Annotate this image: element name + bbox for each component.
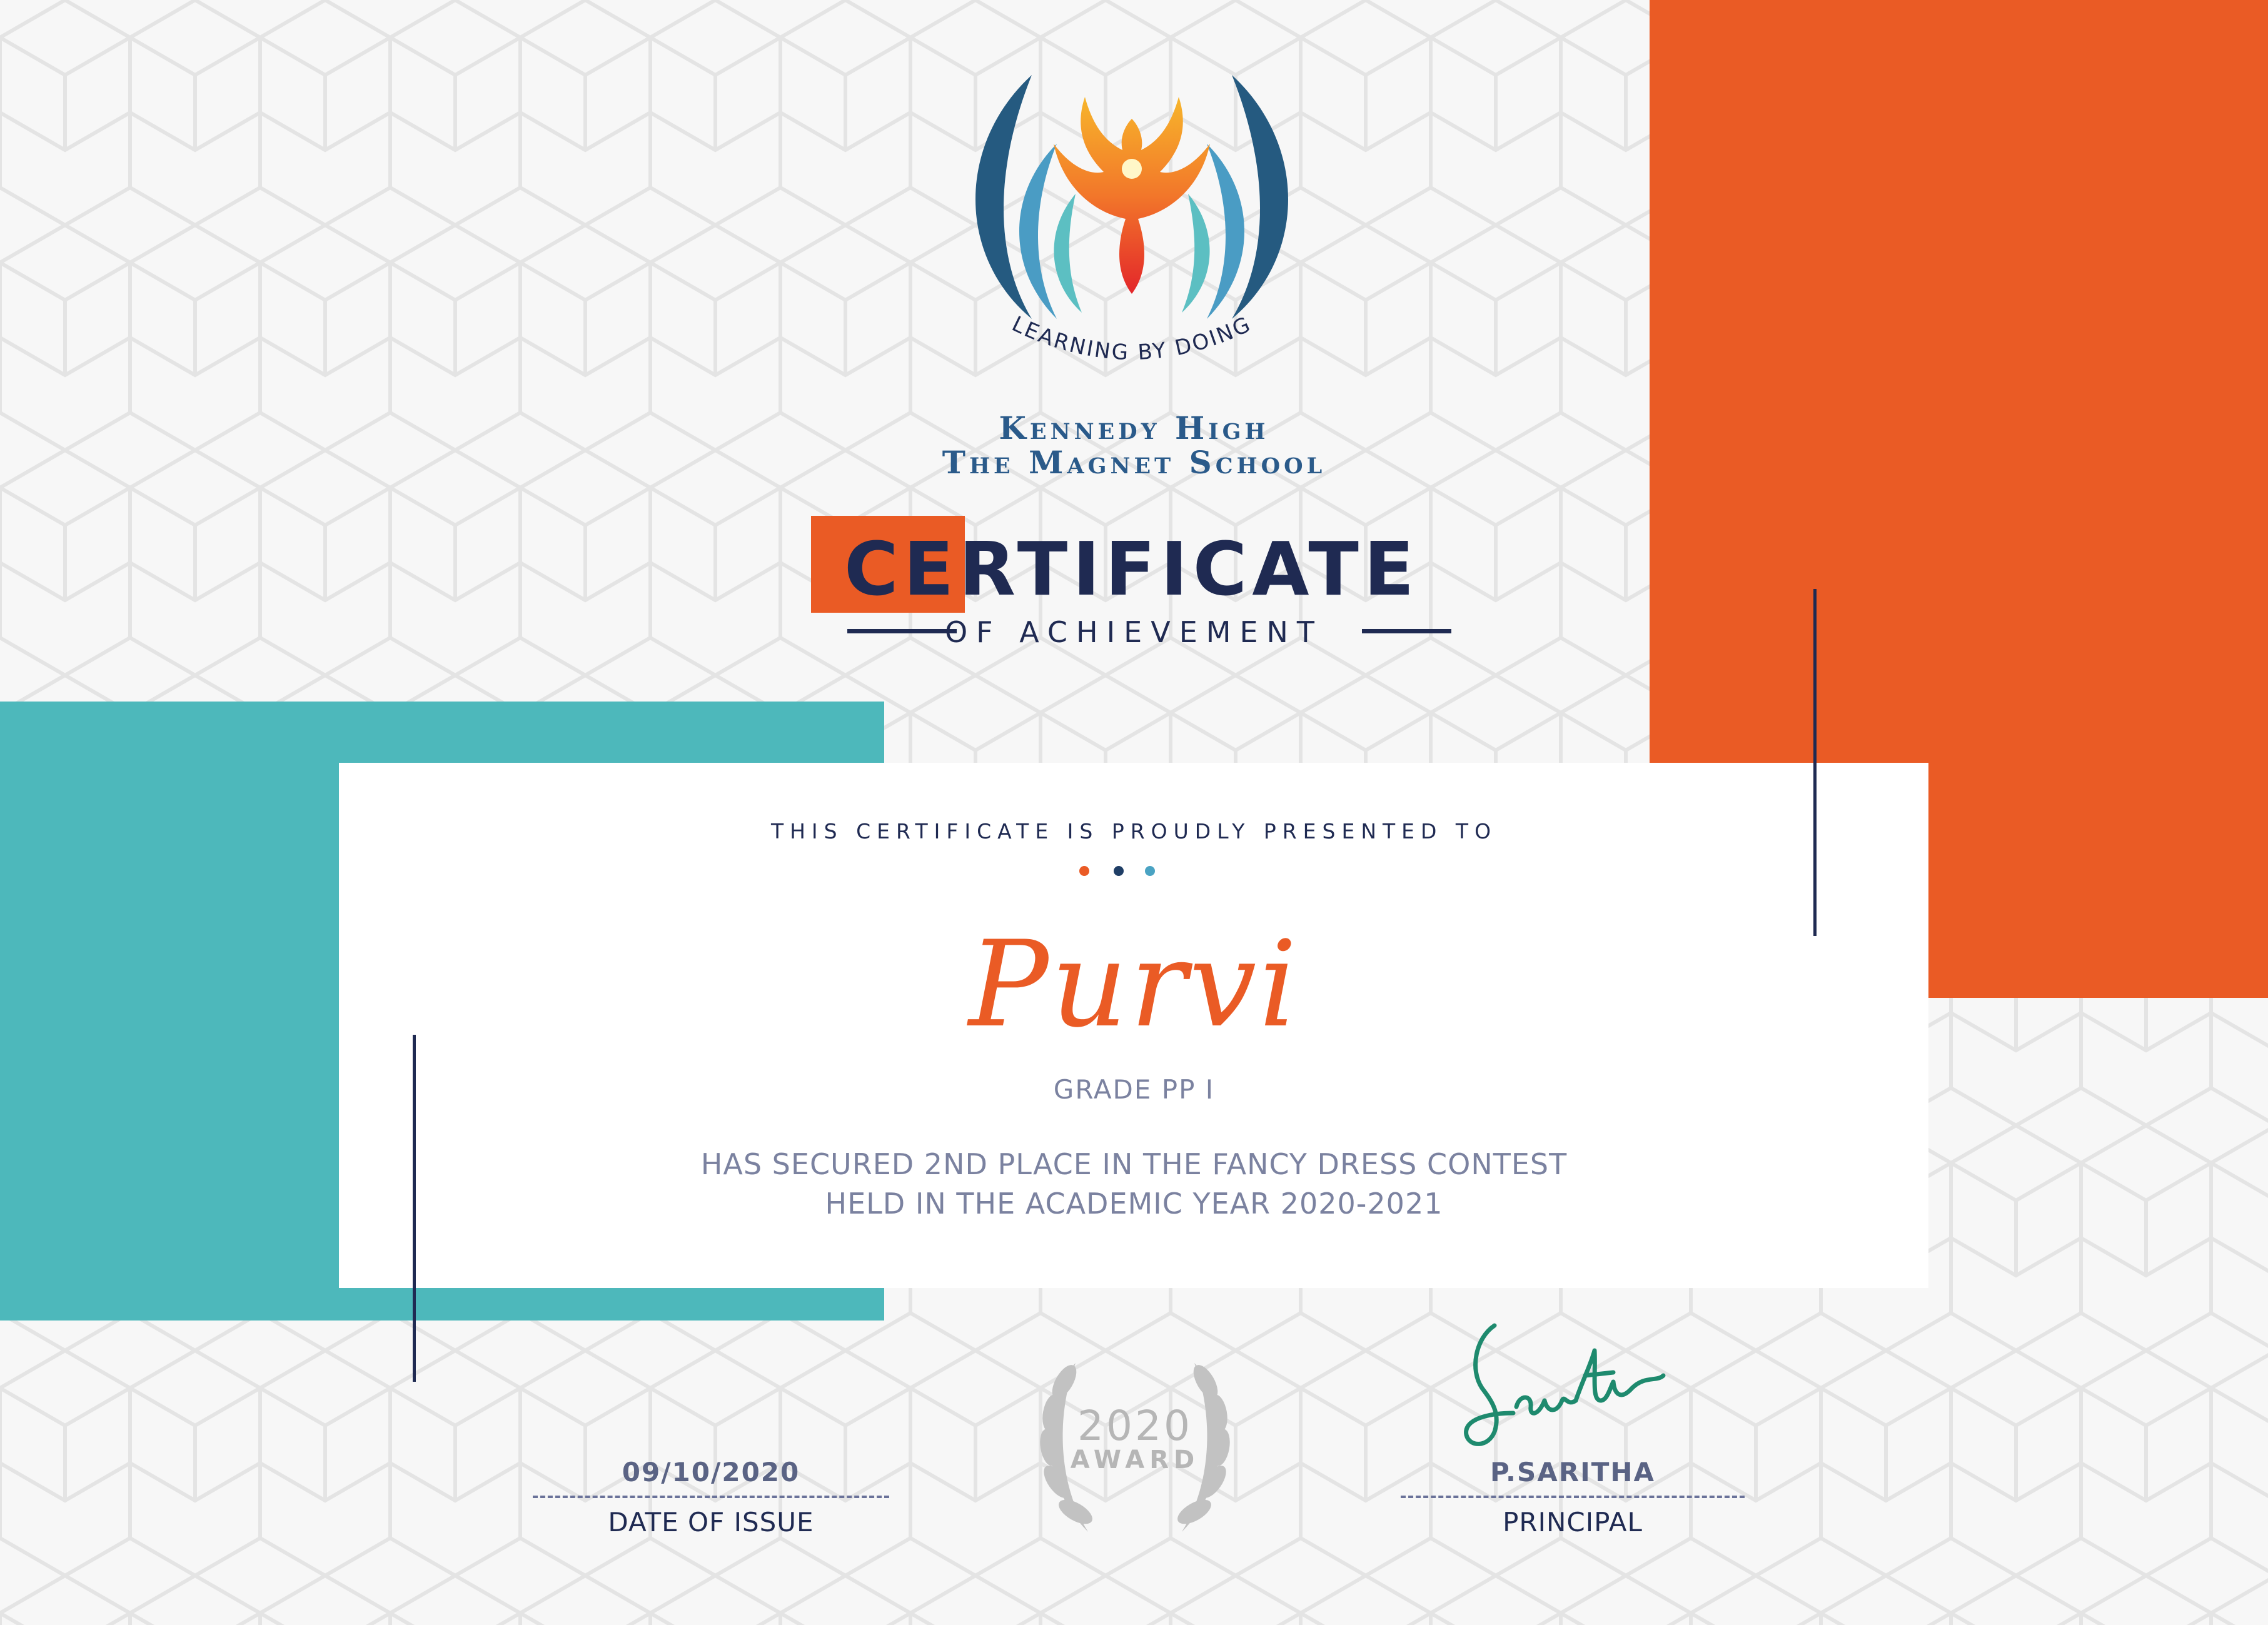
decorative-dot [1079,866,1089,876]
certificate-title: CERTIFICATE [844,526,1419,612]
handwritten-signature-icon [1457,1313,1670,1457]
recipient-grade: GRADE PP I [1053,1074,1215,1105]
decorative-dot [1145,866,1155,876]
school-name-line1: Kennedy High [999,410,1269,446]
dashed-rule [533,1496,889,1498]
achievement-line-2: HELD IN THE ACADEMIC YEAR 2020-2021 [825,1187,1443,1220]
award-label: AWARD [1070,1446,1200,1474]
achievement-line-1: HAS SECURED 2ND PLACE IN THE FANCY DRESS CONTEST [700,1147,1568,1181]
teal-accent-bottom [0,1288,884,1321]
issue-date-label: DATE OF ISSUE [608,1507,814,1537]
recipient-name: Purvi [968,915,1300,1054]
principal-block [1401,1457,1745,1537]
date-of-issue-block [533,1457,889,1537]
logo-motto: LEARNING BY DOING [1007,311,1256,366]
signatory-name: P.SARITHA [1489,1457,1656,1487]
dashed-rule [1401,1496,1745,1498]
issue-date: 09/10/2020 [622,1457,800,1487]
signatory-title: PRINCIPAL [1503,1507,1643,1537]
award-year: 2020 [1077,1402,1192,1450]
phoenix-emblem-icon [938,69,1326,400]
presented-to-text: THIS CERTIFICATE IS PROUDLY PRESENTED TO [770,819,1498,843]
decorative-dot [1114,866,1124,876]
svg-text:LEARNING BY DOING [1008,311,1256,365]
certificate-subtitle: OF ACHIEVEMENT [944,615,1324,649]
school-name-line2: The Magnet School [942,444,1326,481]
